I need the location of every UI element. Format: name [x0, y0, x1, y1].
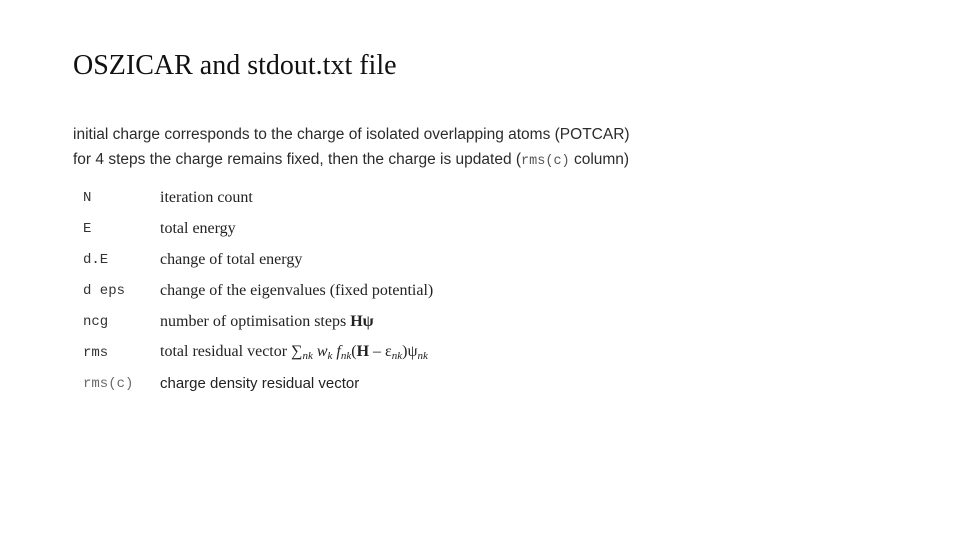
- row-key: rms(c): [83, 375, 134, 392]
- page-title: OSZICAR and stdout.txt file: [73, 50, 397, 81]
- formula-sub: nk: [417, 350, 428, 362]
- formula-sub: nk: [391, 350, 403, 362]
- row-key: d eps: [83, 282, 126, 299]
- intro-text: [73, 122, 630, 174]
- formula-w: w: [316, 343, 328, 360]
- row-desc: [160, 313, 374, 331]
- row-key: rms: [83, 344, 109, 361]
- table-row: [83, 275, 433, 306]
- row-desc-text: number of optimisation steps: [160, 312, 347, 330]
- formula-open: (: [351, 343, 357, 360]
- h-psi-symbol: Hψ: [350, 312, 374, 330]
- row-desc: change of the eigenvalues (fixed potential): [160, 281, 434, 299]
- definitions-table: [83, 182, 433, 399]
- residual-formula: [291, 343, 428, 360]
- intro-line-2-code: rms(c): [521, 154, 570, 169]
- row-key: E: [83, 220, 92, 237]
- table-row: [83, 337, 433, 368]
- table-row: [83, 213, 433, 244]
- intro-line-2: [73, 147, 630, 174]
- formula-sub: nk: [340, 350, 352, 362]
- row-desc: [160, 343, 428, 362]
- table-row: [83, 182, 433, 213]
- sum-symbol: ∑: [291, 343, 303, 360]
- table-row: [83, 368, 433, 399]
- table-row: [83, 244, 433, 275]
- row-key: d.E: [83, 251, 109, 268]
- row-desc: iteration count: [160, 188, 253, 206]
- row-key: N: [83, 189, 92, 206]
- intro-line-2-pre: for 4 steps the charge remains fixed, then the charge is updated (: [73, 151, 522, 168]
- row-desc: charge density residual vector: [160, 375, 360, 392]
- formula-sub: nk: [302, 350, 313, 362]
- intro-line-2-post: column): [569, 151, 630, 168]
- formula-f: f: [336, 343, 341, 360]
- formula-minus-eps: – ε: [369, 343, 392, 360]
- row-desc: change of total energy: [160, 250, 303, 268]
- row-key: ncg: [83, 313, 109, 330]
- row-desc: total energy: [160, 219, 236, 237]
- table-row: [83, 306, 433, 337]
- formula-close: )ψ: [402, 343, 418, 360]
- intro-line-1: initial charge corresponds to the charge of isolated overlapping atoms (POTCAR): [73, 126, 630, 143]
- formula-h: H: [356, 343, 370, 360]
- row-desc-text: total residual vector: [160, 343, 288, 360]
- formula-sub: k: [327, 350, 333, 362]
